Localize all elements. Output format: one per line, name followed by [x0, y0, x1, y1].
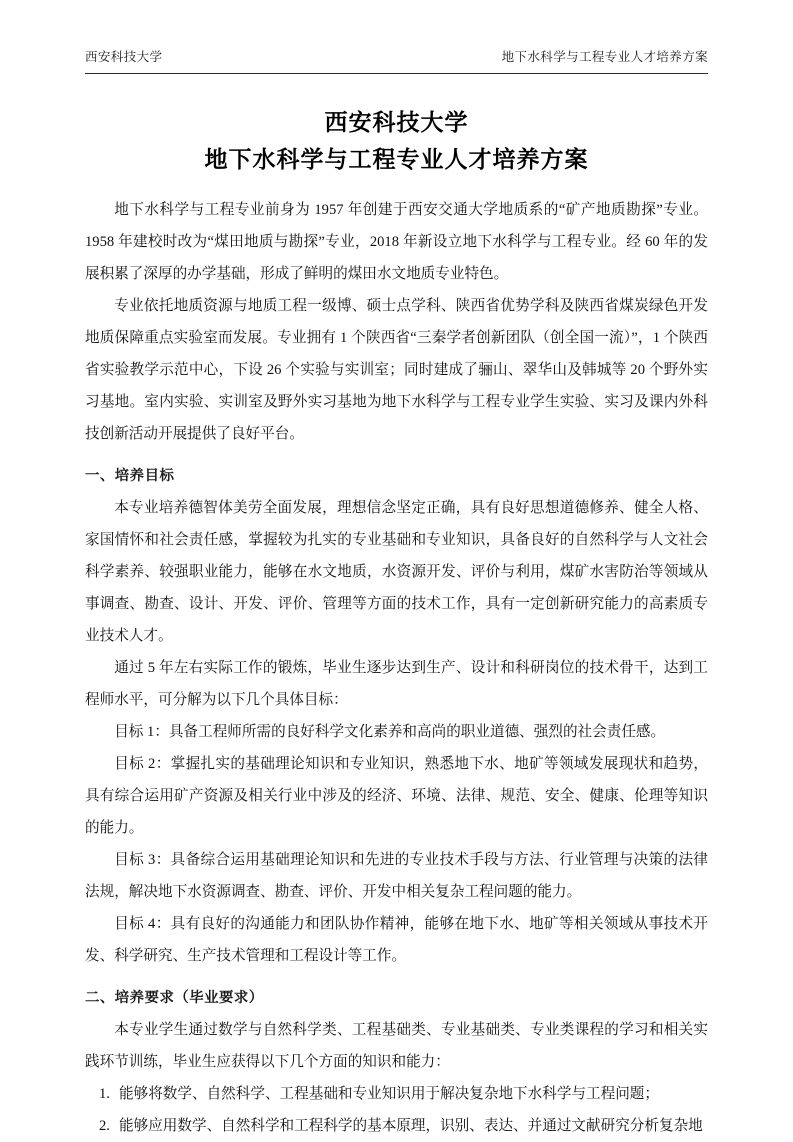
- list-item-marker: 2.: [99, 1118, 110, 1134]
- running-header: [85, 48, 708, 66]
- list-item-text: 能够应用数学、自然科学和工程科学的基本原理，识别、表达、并通过文献研究分析复杂地: [119, 1118, 703, 1134]
- section-heading-training-objectives: 一、培养目标: [85, 468, 175, 484]
- requirements-paragraph-1: 本专业学生通过数学与自然科学类、工程基础类、专业基础类、专业类课程的学习和相关实践环节训练，毕业生应获得以下几个方面的知识和能力：: [85, 1022, 708, 1070]
- section-heading-training-requirements: 二、培养要求（毕业要求）: [85, 990, 264, 1006]
- objective-item-1: 目标 1：具备工程师所需的良好科学文化素养和高尚的职业道德、强烈的社会责任感。: [114, 724, 666, 740]
- objectives-paragraph-2: 通过 5 年左右实际工作的锻炼，毕业生逐步达到生产、设计和科研岗位的技术骨干，达到工程师水平，可分解为以下几个具体目标：: [85, 660, 708, 708]
- intro-paragraph-1: 地下水科学与工程专业前身为 1957 年创建于西安交通大学地质系的“矿产地质勘探”专业。1958 年建校时改为“煤田地质与勘探”专业，2018 年新设立地下水科学与工程专业。经 60 年的发展积累了深厚的办学基础，形成了鲜明的煤田水文地质专业特色。: [85, 202, 708, 282]
- header-right-text: 地下水科学与工程专业人才培养方案: [501, 50, 708, 64]
- header-left-text: 西安科技大学: [85, 50, 163, 64]
- objective-item-4: 目标 4：具有良好的沟通能力和团队协作精神，能够在地下水、地矿等相关领域从事技术开发、科学研究、生产技术管理和工程设计等工作。: [85, 916, 708, 964]
- list-item-marker: 1.: [99, 1086, 110, 1102]
- header-divider-rule: [85, 73, 708, 74]
- title-line-university: 西安科技大学: [324, 109, 469, 135]
- list-item: [85, 1110, 708, 1142]
- title-line-program: 地下水科学与工程专业人才培养方案: [204, 146, 589, 172]
- document-title: [85, 104, 708, 178]
- objective-item-3: 目标 3：具备综合运用基础理论知识和先进的专业技术手段与方法、行业管理与决策的法律法规，解决地下水资源调查、勘查、评价、开发中相关复杂工程问题的能力。: [85, 852, 708, 900]
- objective-item-2: 目标 2：掌握扎实的基础理论知识和专业知识，熟悉地下水、地矿等领域发展现状和趋势，具有综合运用矿产资源及相关行业中涉及的经济、环境、法律、规范、安全、健康、伦理等知识的能力。: [85, 756, 708, 836]
- document-body: [85, 104, 708, 1142]
- objectives-paragraph-1: 本专业培养德智体美劳全面发展，理想信念坚定正确，具有良好思想道德修养、健全人格、家国情怀和社会责任感，掌握较为扎实的专业基础和专业知识，具备良好的自然科学与人文社会科学素养、较强职业能力，能够在水文地质，水资源开发、评价与利用，煤矿水害防治等领域从事调查、勘查、设计、开发、评价、管理等方面的技术工作，具有一定创新研究能力的高素质专业技术人才。: [85, 500, 708, 644]
- requirements-list: [85, 1078, 708, 1142]
- intro-paragraph-2: 专业依托地质资源与地质工程一级博、硕士点学科、陕西省优势学科及陕西省煤炭绿色开发地质保障重点实验室而发展。专业拥有 1 个陕西省“三秦学者创新团队（创全国一流）”，1 个陕西省实验教学示范中心，下设 26 个实验与实训室；同时建成了骊山、翠华山及韩城等 20 个野外实习基地。室内实验、实训室及野外实习基地为地下水科学与工程专业学生实验、实习及课内外科技创新活动开展提供了良好平台。: [85, 298, 708, 442]
- list-item-text: 能够将数学、自然科学、工程基础和专业知识用于解决复杂地下水科学与工程问题；: [119, 1086, 659, 1102]
- list-item: [85, 1078, 708, 1110]
